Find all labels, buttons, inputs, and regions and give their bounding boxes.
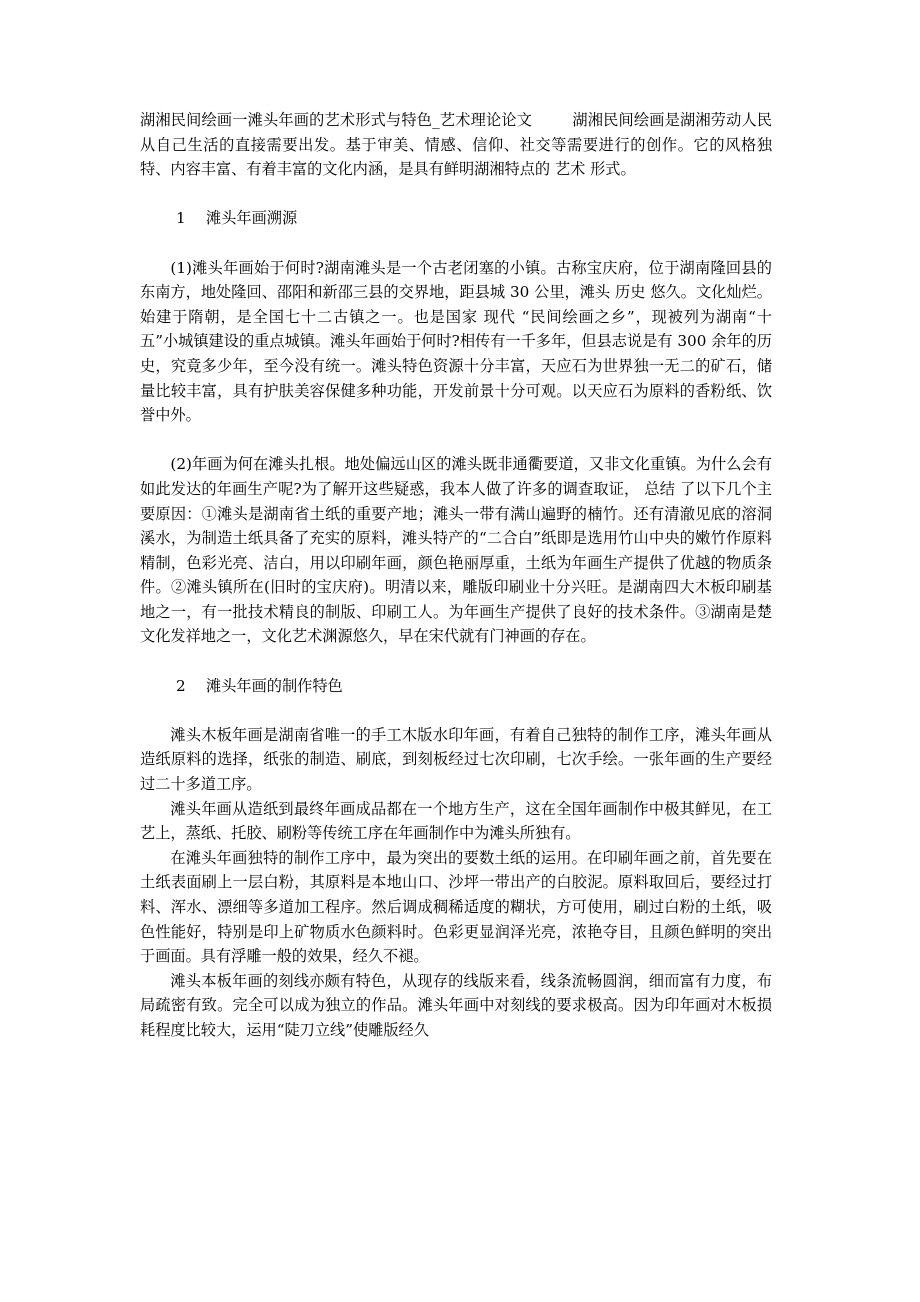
section-1-heading bbox=[140, 206, 772, 231]
section-1-paragraph: (2)年画为何在滩头扎根。地处偏远山区的滩头既非通衢要道，又非文化重镇。为什么会有如此发达的年画生产呢?为了解开这些疑惑，我本人做了许多的调查取证， 总结 了以下几个主要原因：①滩头是湖南省土纸的重要产地；滩头一带有满山遍野的楠竹。还有清澈见底的溶洞溪水，为制造土纸具备了充实的原料，滩头特产的“二合白”纸即是选用竹山中央的嫩竹作原料精制，色彩光亮、洁白，用以印刷年画，颜色艳丽厚重，土纸为年画生产提供了优越的物质条件。②滩头镇所在(旧时的宝庆府)。明清以来，雕版印刷业十分兴旺。是湖南四大木板印刷基地之一，有一批技术精良的制版、印刷工人。为年画生产提供了良好的技术条件。③湖南是楚文化发祥地之一，文化艺术渊源悠久，早在宋代就有门神画的存在。 bbox=[140, 455, 772, 646]
document-page bbox=[140, 108, 772, 1043]
spacer bbox=[140, 428, 772, 453]
section-1-number: 1 bbox=[176, 209, 186, 228]
spacer bbox=[140, 231, 772, 256]
section-2-heading bbox=[140, 674, 772, 699]
spacer bbox=[140, 698, 772, 723]
document-intro-paragraph bbox=[140, 108, 772, 182]
section-2-title: 滩头年画的制作特色 bbox=[206, 676, 343, 695]
document-title: 湖湘民间绘画一滩头年画的艺术形式与特色_艺术理论论文 bbox=[140, 111, 533, 129]
section-2-number: 2 bbox=[176, 676, 186, 695]
spacer bbox=[140, 649, 772, 674]
section-2-paragraph: 滩头木板年画是湖南省唯一的手工木版水印年画，有着自己独特的制作工序，滩头年画从造纸原料的选择，纸张的制造、刷底，到刻板经过七次印刷，七次手绘。一张年画的生产要经过二十多道工序。 bbox=[140, 725, 772, 794]
section-1-paragraph: (1)滩头年画始于何时?湖南滩头是一个古老闭塞的小镇。古称宝庆府，位于湖南隆回县的东南方，地处隆回、邵阳和新邵三县的交界地，距县城 30 公里，滩头 历史 悠久。文化灿烂。始建于隋朝，是全国七十二古镇之一。也是国家 现代 “民间绘画之乡”，现被列为湖南“十五”小城镇建设的重点城镇。滩头年画始于何时?相传有一千多年，但县志说是有 300 余年的历史，究竟多少年，至今没有统一。滩头特色资源十分丰富，天应石为世界独一无二的矿石，储量比较丰富，具有护肤美容保健多种功能，开发前景十分可观。以天应石为原料的香粉纸、饮誉中外。 bbox=[140, 258, 772, 425]
intro-text: 湖湘民间绘画是湖湘劳动人民从自己生活的直接需要出发。基于审美、情感、信仰、社交等需要进行的创作。它的风格独特、内容丰富、有着丰富的文化内涵，是具有鲜明湖湘特点的 艺术 形式。 bbox=[140, 111, 773, 179]
section-1-title: 滩头年画溯源 bbox=[206, 209, 298, 228]
section-2-paragraph: 滩头本板年画的刻线亦颇有特色，从现存的线版来看，线条流畅圆润，细而富有力度，布局疏密有致。完全可以成为独立的作品。滩头年画中对刻线的要求极高。因为印年画对木板损耗程度比较大，运用“陡刀立线”使雕版经久 bbox=[140, 971, 772, 1039]
section-2-paragraph: 在滩头年画独特的制作工序中，最为突出的要数土纸的运用。在印刷年画之前，首先要在土纸表面刷上一层白粉，其原料是本地山口、沙坪一带出产的白胶泥。原料取回后，要经过打料、浑水、漂细等多道加工程序。然后调成稠稀适度的糊状，方可使用，刷过白粉的土纸，吸色性能好，特别是印上矿物质水色颜料时。色彩更显润泽光亮，浓艳夺目，且颜色鲜明的突出于画面。具有浮雕一般的效果，经久不褪。 bbox=[140, 848, 772, 966]
spacer bbox=[140, 182, 772, 207]
section-2-paragraph: 滩头年画从造纸到最终年画成品都在一个地方生产，这在全国年画制作中极其鲜见，在工艺上，蒸纸、托胶、刷粉等传统工序在年画制作中为滩头所独有。 bbox=[140, 799, 772, 843]
